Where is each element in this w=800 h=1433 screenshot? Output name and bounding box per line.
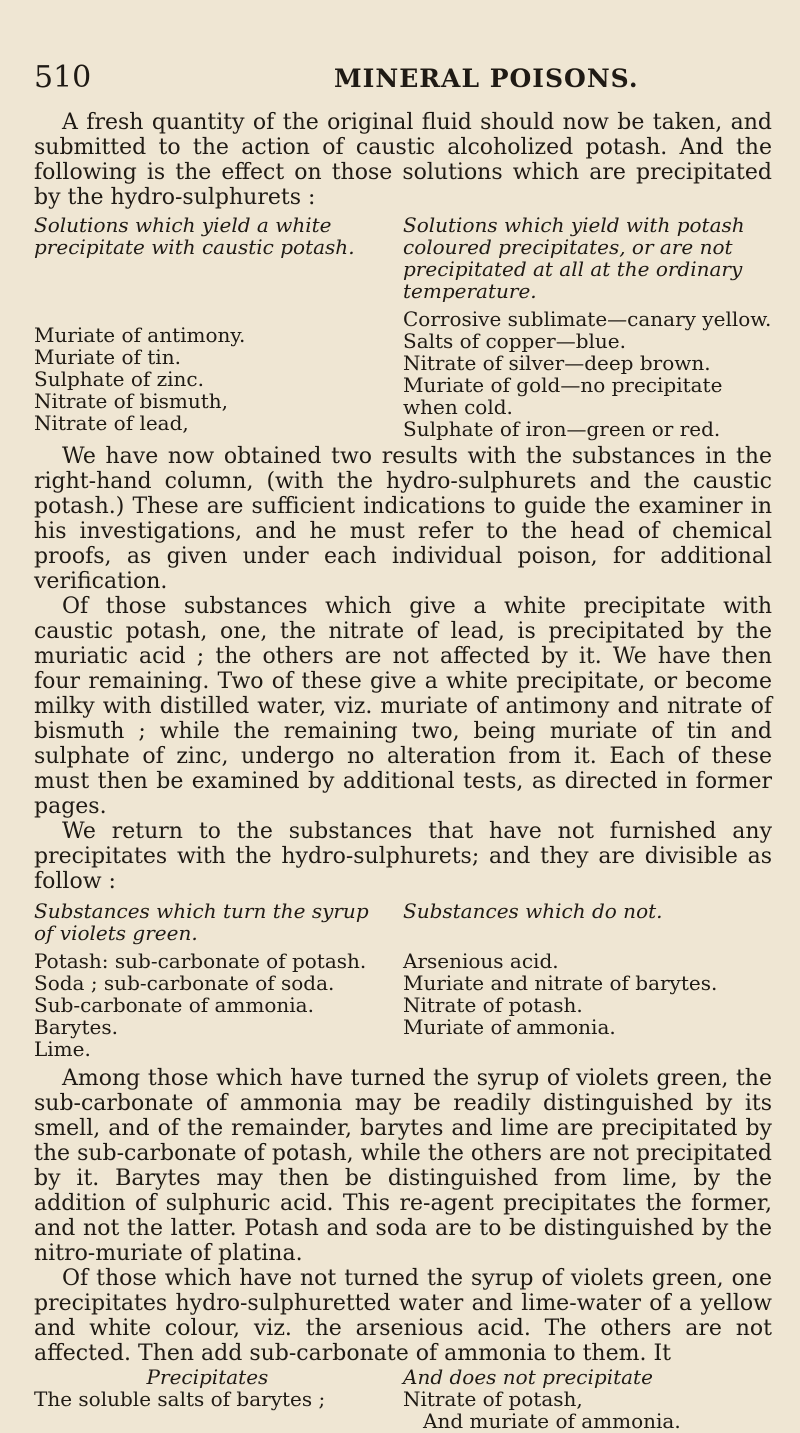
paragraph-white-precipitate: Of those substances which give a white precipitate with caustic potash, one, the nitrate of lead, is precipitated by the muriatic acid ; the others are not affected by it. We have then four remaining. Two of these give a white precipitate, or become milky with distilled water, viz. muriate of antimony and nitrate of bismuth ; while the remaining two, being muriate of tin and sulphate of zinc, undergo no alteration from it. Each of these must then be examined by additional tests, as directed in former pages.	[34, 594, 772, 819]
table-right-column	[403, 214, 772, 440]
paragraph-results: We have now obtained two results with the substances in the right-hand column, (with the hydro-sulphurets and the caustic potash.) These are sufficient indications to guide the examiner in his investigations, and he must refer to the head of chemical proofs, as given under each individual poison, for additional verification.	[34, 444, 772, 594]
list-item: Potash: sub-carbonate of potash.	[34, 949, 367, 973]
paragraph-not-green: Of those which have not turned the syrup of violets green, one precipitates hydro-sulphuretted water and lime-water of a yellow and white colour, viz. the arsenious acid. The others are not affected. Then add sub-carbonate of ammonia to them. It	[34, 1266, 772, 1366]
list-item: Sub-carbonate of ammonia.	[34, 993, 314, 1017]
list-item: Soda ; sub-carbonate of soda.	[34, 971, 335, 995]
table-right-column	[403, 900, 772, 1038]
table-left-column	[34, 900, 381, 1060]
table-syrup-of-violets	[34, 900, 772, 1060]
list-item: Barytes.	[34, 1015, 118, 1039]
table-precipitates-potash	[34, 214, 772, 440]
table-right-heading: Solutions which yield with potash coloured precipitates, or are not precipitated at all at the ordinary temperature.	[403, 213, 745, 303]
list-item: Sulphate of zinc.	[34, 367, 204, 391]
list-item: Nitrate of bismuth,	[34, 389, 229, 413]
list-item: Muriate of tin.	[34, 345, 181, 369]
list-item: Corrosive sublimate—canary yellow.	[403, 307, 772, 331]
list-item: And muriate of ammonia.	[423, 1409, 681, 1433]
list-item: Nitrate of silver—deep brown.	[403, 351, 711, 375]
list-item: Nitrate of lead,	[34, 411, 189, 435]
table-left-column	[34, 1366, 381, 1410]
list-item: Nitrate of potash.	[403, 993, 583, 1017]
list-item: Sulphate of iron—green or red.	[403, 417, 721, 441]
page-number: 510	[34, 60, 92, 95]
list-item: Lime.	[34, 1037, 91, 1061]
list-item: Muriate and nitrate of barytes.	[403, 971, 718, 995]
running-head	[34, 60, 772, 95]
paragraph-green: Among those which have turned the syrup of violets green, the sub-carbonate of ammonia may be readily distinguished by its smell, and of the remainder, barytes and lime are precipitated by the sub-carbonate of potash, while the others are not precipitated by it. Barytes may then be distinguished from lime, by the addition of sulphuric acid. This re-agent precipitates the former, and not the latter. Potash and soda are to be distinguished by the nitro-muriate of platina.	[34, 1066, 772, 1266]
list-item: Muriate of ammonia.	[403, 1015, 616, 1039]
table-left-heading: Solutions which yield a white precipitate with caustic potash.	[34, 213, 355, 259]
paragraph-return: We return to the substances that have not furnished any precipitates with the hydro-sulphurets; and they are divisible as follow :	[34, 819, 772, 894]
table-right-heading: And does not precipitate	[403, 1365, 653, 1389]
list-item: The soluble salts of barytes ;	[34, 1387, 326, 1411]
table-right-heading: Substances which do not.	[403, 899, 663, 923]
list-item: Muriate of gold—no precipitate when cold.	[403, 373, 723, 419]
table-left-column	[34, 214, 381, 434]
list-item: Arsenious acid.	[403, 949, 559, 973]
table-left-heading: Precipitates	[146, 1365, 269, 1389]
running-title: MINERAL POISONS.	[334, 64, 639, 93]
list-item: Salts of copper—blue.	[403, 329, 626, 353]
table-carbonate-of-ammonia	[34, 1366, 772, 1432]
paragraph-intro: A fresh quantity of the original fluid should now be taken, and submitted to the action of caustic alcoholized potash. And the following is the effect on those solutions which are precipitated by the hydro-sulphurets :	[34, 110, 772, 210]
page-content	[34, 110, 772, 1432]
list-item: Nitrate of potash,	[403, 1387, 583, 1411]
table-left-heading: Substances which turn the syrup of violets green.	[34, 899, 369, 945]
list-item: Muriate of antimony.	[34, 323, 246, 347]
table-right-column	[403, 1366, 772, 1432]
